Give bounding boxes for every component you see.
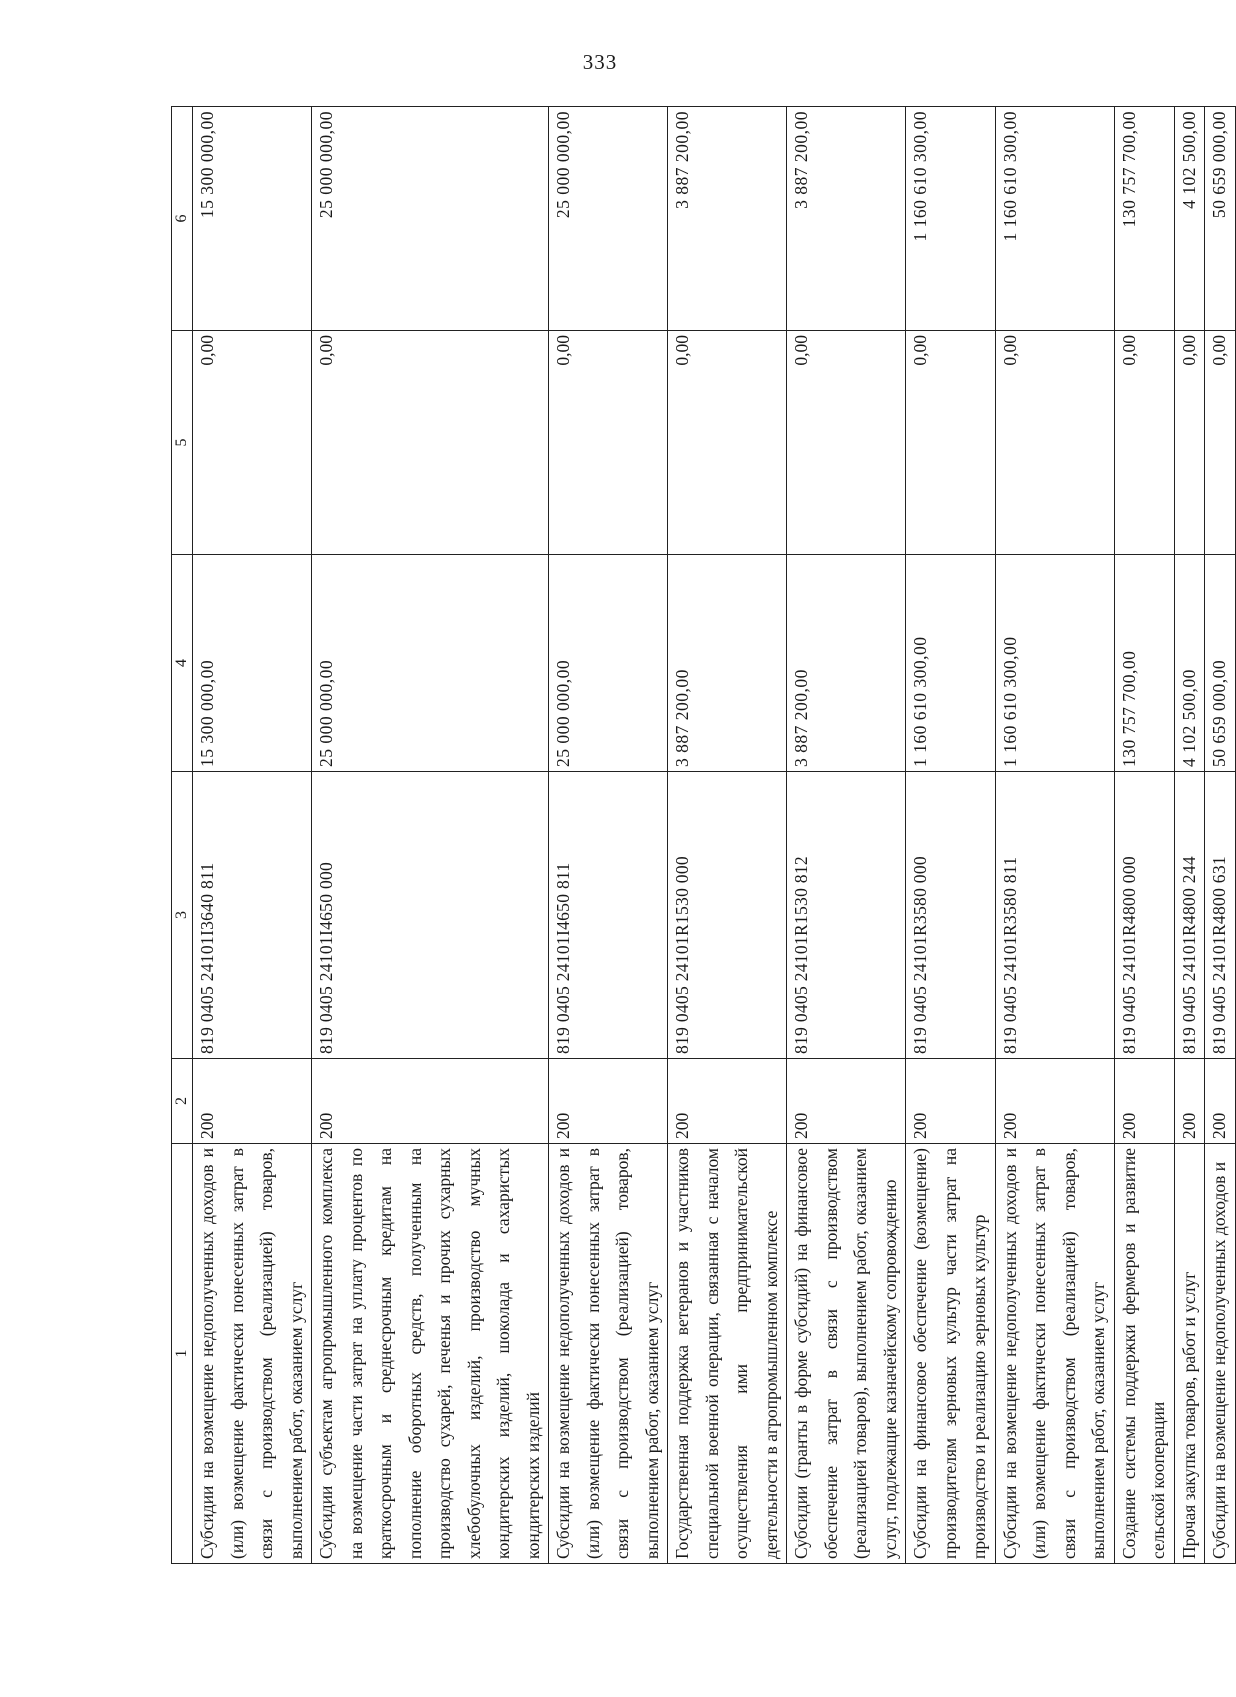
row-col4: 3 887 200,00	[787, 555, 906, 772]
row-name: Субсидии на возмещение недополученных доходов и (или) возмещение фактически понесенных затрат в связи с производством (реализацией) товаров, выполнением работ, оказанием услуг	[995, 1144, 1114, 1564]
row-code: 819 0405 24101R4800 244	[1174, 772, 1205, 1059]
row-col4: 1 160 610 300,00	[995, 555, 1114, 772]
row-col6: 1 160 610 300,00	[906, 107, 996, 331]
rotated-table-container	[171, 107, 1229, 1564]
table-row	[312, 107, 549, 1564]
row-col5: 0,00	[787, 331, 906, 555]
row-col5: 0,00	[668, 331, 787, 555]
row-col2: 200	[1174, 1059, 1205, 1144]
row-col2: 200	[1114, 1059, 1174, 1144]
row-name: Субсидии на возмещение недополученных доходов и	[1205, 1144, 1236, 1564]
row-col2: 200	[787, 1059, 906, 1144]
row-col2: 200	[549, 1059, 668, 1144]
row-col5: 0,00	[1174, 331, 1205, 555]
row-col5: 0,00	[1205, 331, 1236, 555]
row-code: 819 0405 24101R1530 000	[668, 772, 787, 1059]
row-col6: 4 102 500,00	[1174, 107, 1205, 331]
budget-table	[171, 106, 1236, 1564]
row-col6: 50 659 000,00	[1205, 107, 1236, 331]
column-number: 5	[172, 331, 193, 555]
row-name: Субсидии на возмещение недополученных доходов и (или) возмещение фактически понесенных затрат в связи с производством (реализацией) товаров, выполнением работ, оказанием услуг	[549, 1144, 668, 1564]
table-row	[787, 107, 906, 1564]
row-col4: 15 300 000,00	[193, 555, 312, 772]
row-col4: 50 659 000,00	[1205, 555, 1236, 772]
row-code: 819 0405 24101R3580 811	[995, 772, 1114, 1059]
row-col5: 0,00	[995, 331, 1114, 555]
row-name: Прочая закупка товаров, работ и услуг	[1174, 1144, 1205, 1564]
table-row	[906, 107, 996, 1564]
column-number: 3	[172, 772, 193, 1059]
table-row	[1174, 107, 1205, 1564]
row-col4: 1 160 610 300,00	[906, 555, 996, 772]
row-code: 819 0405 24101R1530 812	[787, 772, 906, 1059]
row-name: Субсидии (гранты в форме субсидий) на финансовое обеспечение затрат в связи с производством (реализацией товаров), выполнением работ, оказанием услуг, подлежащие казначейскому сопровождению	[787, 1144, 906, 1564]
row-col6: 25 000 000,00	[549, 107, 668, 331]
row-name: Субсидии на возмещение недополученных доходов и (или) возмещение фактически понесенных затрат в связи с производством (реализацией) товаров, выполнением работ, оказанием услуг	[193, 1144, 312, 1564]
row-name: Субсидии на финансовое обеспечение (возмещение) производителям зерновых культур части затрат на производство и реализацию зерновых культур	[906, 1144, 996, 1564]
row-col6: 15 300 000,00	[193, 107, 312, 331]
row-name: Государственная поддержка ветеранов и участников специальной военной операции, связанная с началом осуществления ими предпринимательской деятельности в агропромышленном комплексе	[668, 1144, 787, 1564]
table-row	[549, 107, 668, 1564]
row-code: 819 0405 24101I4650 811	[549, 772, 668, 1059]
row-col5: 0,00	[312, 331, 549, 555]
row-name: Субсидии субъектам агропромышленного комплекса на возмещение части затрат на уплату процентов по краткосрочным и среднесрочным кредитам на пополнение оборотных средств, полученным на производство сухарей, печенья и прочих сухарных хлебобулочных изделий, производство мучных кондитерских изделий, шоколада и сахаристых кондитерских изделий	[312, 1144, 549, 1564]
table-row	[1205, 107, 1236, 1564]
row-col2: 200	[995, 1059, 1114, 1144]
row-col6: 130 757 700,00	[1114, 107, 1174, 331]
row-col4: 3 887 200,00	[668, 555, 787, 772]
row-col2: 200	[312, 1059, 549, 1144]
row-col5: 0,00	[906, 331, 996, 555]
row-col6: 3 887 200,00	[787, 107, 906, 331]
row-col2: 200	[1205, 1059, 1236, 1144]
row-col2: 200	[668, 1059, 787, 1144]
row-col4: 25 000 000,00	[549, 555, 668, 772]
column-number: 6	[172, 107, 193, 331]
table-row	[995, 107, 1114, 1564]
table-row	[668, 107, 787, 1564]
row-col4: 4 102 500,00	[1174, 555, 1205, 772]
row-col5: 0,00	[193, 331, 312, 555]
row-col2: 200	[193, 1059, 312, 1144]
column-number: 2	[172, 1059, 193, 1144]
row-col5: 0,00	[549, 331, 668, 555]
row-col5: 0,00	[1114, 331, 1174, 555]
column-number: 4	[172, 555, 193, 772]
column-number-row	[172, 107, 193, 1564]
row-col6: 1 160 610 300,00	[995, 107, 1114, 331]
row-col6: 25 000 000,00	[312, 107, 549, 331]
table-row	[1114, 107, 1174, 1564]
column-number: 1	[172, 1144, 193, 1564]
row-col6: 3 887 200,00	[668, 107, 787, 331]
row-col4: 25 000 000,00	[312, 555, 549, 772]
page-number: 333	[582, 50, 618, 74]
row-name: Создание системы поддержки фермеров и развитие сельской кооперации	[1114, 1144, 1174, 1564]
row-code: 819 0405 24101R3580 000	[906, 772, 996, 1059]
row-code: 819 0405 24101R4800 631	[1205, 772, 1236, 1059]
row-col2: 200	[906, 1059, 996, 1144]
table-row	[193, 107, 312, 1564]
row-code: 819 0405 24101R4800 000	[1114, 772, 1174, 1059]
row-code: 819 0405 24101I4650 000	[312, 772, 549, 1059]
row-code: 819 0405 24101I3640 811	[193, 772, 312, 1059]
row-col4: 130 757 700,00	[1114, 555, 1174, 772]
